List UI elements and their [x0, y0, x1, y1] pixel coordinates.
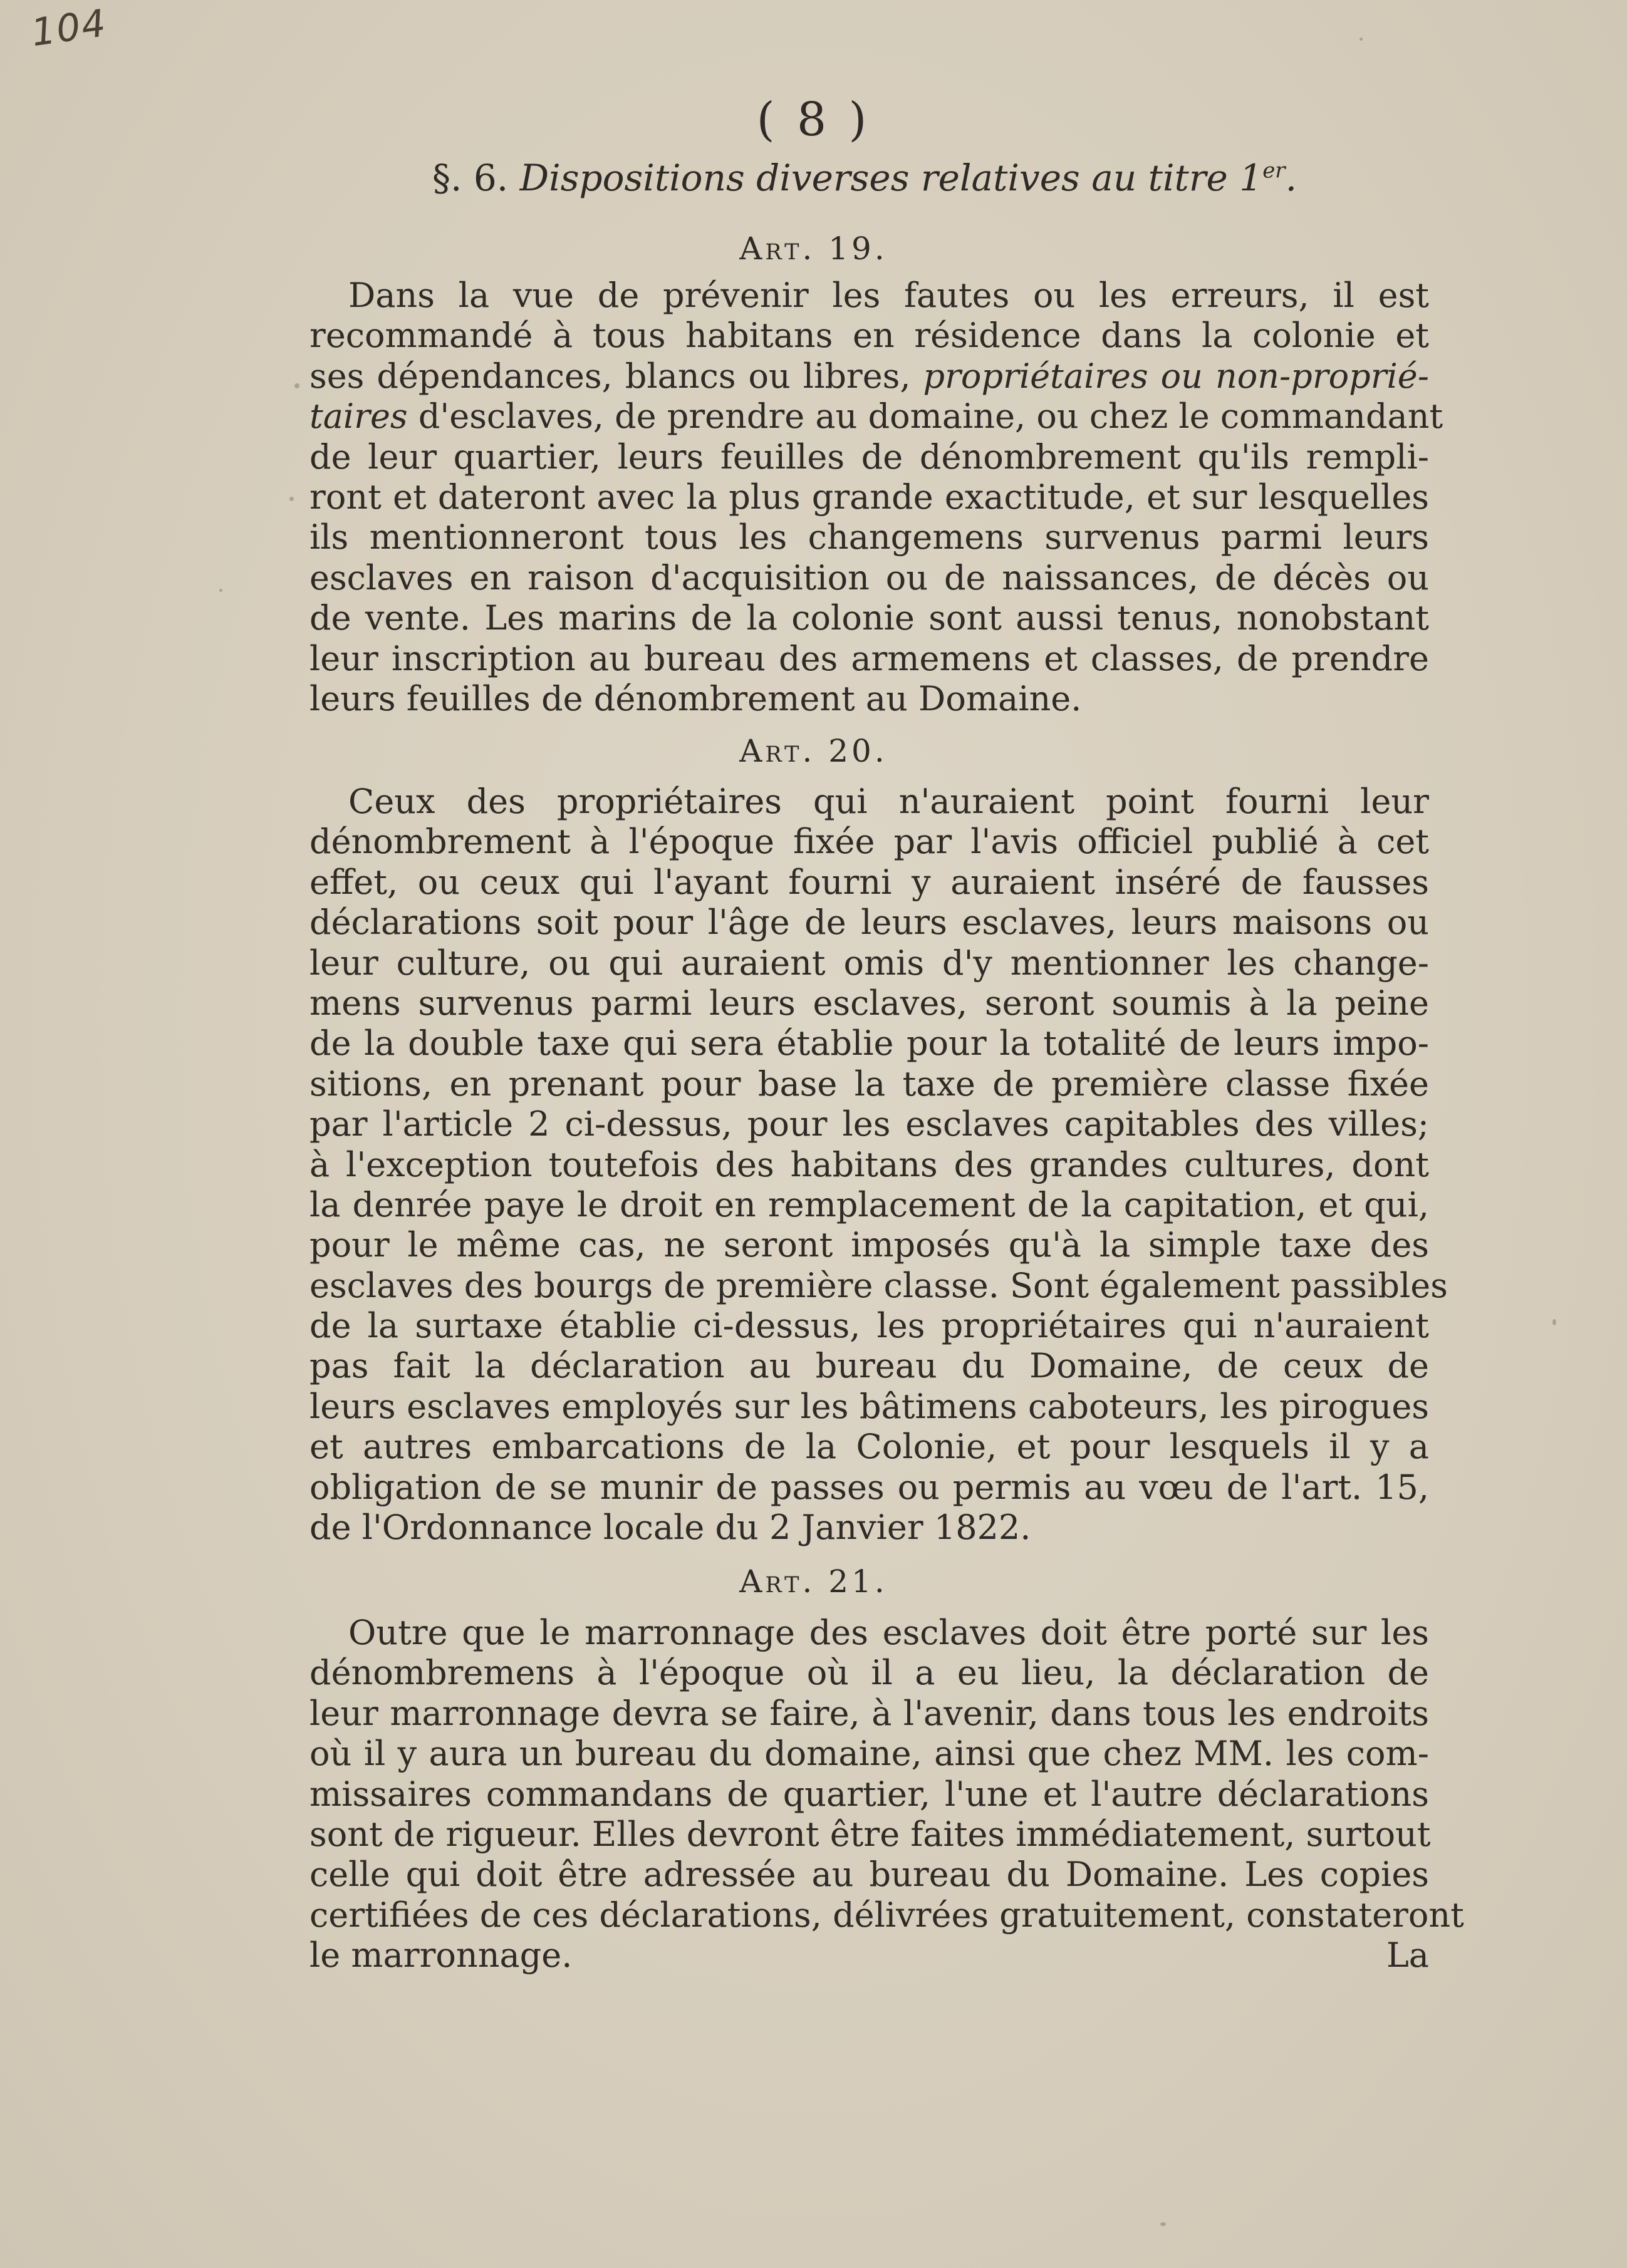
text-line: leurs feuilles de dénombrement au Domaine. — [309, 678, 1082, 718]
text-line: sont de rigueur. Elles devront être faites immédiatement, surtout — [309, 1814, 1431, 1854]
section-title-end: . — [1285, 157, 1297, 199]
catchword: La — [1386, 1935, 1429, 1975]
text-line: de la surtaxe établie ci-dessus, les propriétaires qui n'auraient — [309, 1306, 1429, 1346]
text-line: Dans la vue de prévenir les fautes ou les erreurs, il est — [348, 276, 1429, 315]
text-line: à l'exception toutefois des habitans des grandes cultures, dont — [309, 1144, 1429, 1184]
text-line: pas fait la déclaration au bureau du Domaine, de ceux de — [309, 1346, 1429, 1386]
text-line: esclaves des bourgs de première classe. Sont également passibles — [309, 1265, 1448, 1305]
text-line — [309, 396, 1443, 437]
text-line: certifiées de ces déclarations, délivrées gratuitement, constateront — [309, 1895, 1464, 1935]
article-20-heading: Art. 20. — [739, 733, 888, 769]
article-20-text — [309, 782, 1448, 1548]
section-number: §. 6. — [432, 157, 509, 199]
text-line: obligation de se munir de passes ou permis au vœu de l'art. 15, — [309, 1467, 1429, 1507]
text-line: leur marronnage devra se faire, à l'avenir, dans tous les endroits — [309, 1693, 1429, 1733]
section-title-sup: er — [1262, 158, 1286, 184]
text-line — [309, 356, 1429, 396]
section-heading — [363, 157, 1366, 199]
text-segment: ses dépendances, blancs ou libres, — [309, 356, 923, 396]
text-line: dénombremens à l'époque où il a eu lieu, la déclaration de — [309, 1653, 1429, 1693]
text-line: Ceux des propriétaires qui n'auraient point fourni leur — [348, 782, 1429, 821]
text-line: pour le même cas, ne seront imposés qu'à la simple taxe des — [309, 1225, 1429, 1265]
article-19-heading: Art. 19. — [739, 230, 888, 267]
text-line: dénombrement à l'époque fixée par l'avis officiel publié à cet — [309, 822, 1429, 862]
speck — [1359, 38, 1363, 41]
speck — [219, 589, 222, 592]
text-line: leur culture, ou qui auraient omis d'y mentionner les change- — [309, 943, 1429, 983]
italic-phrase: propriétaires ou non-proprié- — [923, 356, 1430, 396]
text-line: sitions, en prenant pour base la taxe de première classe fixée — [309, 1064, 1429, 1104]
text-line: ront et dateront avec la plus grande exactitude, et sur lesquelles — [309, 477, 1429, 517]
text-line: la denrée paye le droit en remplacement de la capitation, et qui, — [309, 1184, 1429, 1225]
article-19-text — [309, 276, 1443, 719]
text-line: recommandé à tous habitans en résidence dans la colonie et — [309, 316, 1429, 356]
section-title — [520, 157, 1297, 199]
text-line: et autres embarcations de la Colonie, et pour lesquels il y a — [309, 1427, 1429, 1467]
text-segment: le marronnage. — [309, 1935, 573, 1975]
text-line: celle qui doit être adressée au bureau du Domaine. Les copies — [309, 1855, 1429, 1895]
text-line: leurs esclaves employés sur les bâtimens caboteurs, les pirogues — [309, 1386, 1429, 1426]
text-line: où il y aura un bureau du domaine, ainsi que chez MM. les com- — [309, 1734, 1429, 1774]
italic-phrase: taires — [309, 396, 408, 437]
text-segment: d'esclaves, de prendre au domaine, ou chez le commandant — [407, 396, 1443, 437]
text-line: leur inscription au bureau des armemens et classes, de prendre — [309, 638, 1429, 678]
text-line: esclaves en raison d'acquisition ou de naissances, de décès ou — [309, 557, 1429, 598]
text-line — [309, 1935, 1429, 1975]
text-line: par l'article 2 ci-dessus, pour les esclaves capitables des villes; — [309, 1104, 1429, 1144]
article-21-heading: Art. 21. — [739, 1563, 888, 1600]
article-21-text — [309, 1613, 1464, 1976]
speck — [294, 383, 299, 388]
text-line: de l'Ordonnance locale du 2 Janvier 1822. — [309, 1508, 1031, 1548]
folio-mark: 104 — [28, 1, 110, 56]
text-line: missaires commandans de quartier, l'une et l'autre déclarations — [309, 1774, 1429, 1814]
text-line: de la double taxe qui sera établie pour la totalité de leurs impo- — [309, 1023, 1429, 1064]
text-line: déclarations soit pour l'âge de leurs esclaves, leurs maisons ou — [309, 903, 1429, 943]
text-line: effet, ou ceux qui l'ayant fourni y auraient inséré de fausses — [309, 862, 1429, 902]
speck — [289, 497, 294, 501]
text-line: de vente. Les marins de la colonie sont aussi tenus, nonobstant — [309, 598, 1429, 638]
page-number: ( 8 ) — [756, 93, 871, 147]
speck — [1160, 2222, 1166, 2226]
text-line: de leur quartier, leurs feuilles de dénombrement qu'ils rempli- — [309, 437, 1429, 477]
section-title-text: Dispositions diverses relatives au titre 1 — [519, 157, 1263, 199]
text-line: Outre que le marronnage des esclaves doit être porté sur les — [348, 1613, 1429, 1652]
text-line: ils mentionneront tous les changemens survenus parmi leurs — [309, 517, 1429, 557]
text-line: mens survenus parmi leurs esclaves, seront soumis à la peine — [309, 983, 1429, 1023]
speck — [1552, 1319, 1556, 1325]
